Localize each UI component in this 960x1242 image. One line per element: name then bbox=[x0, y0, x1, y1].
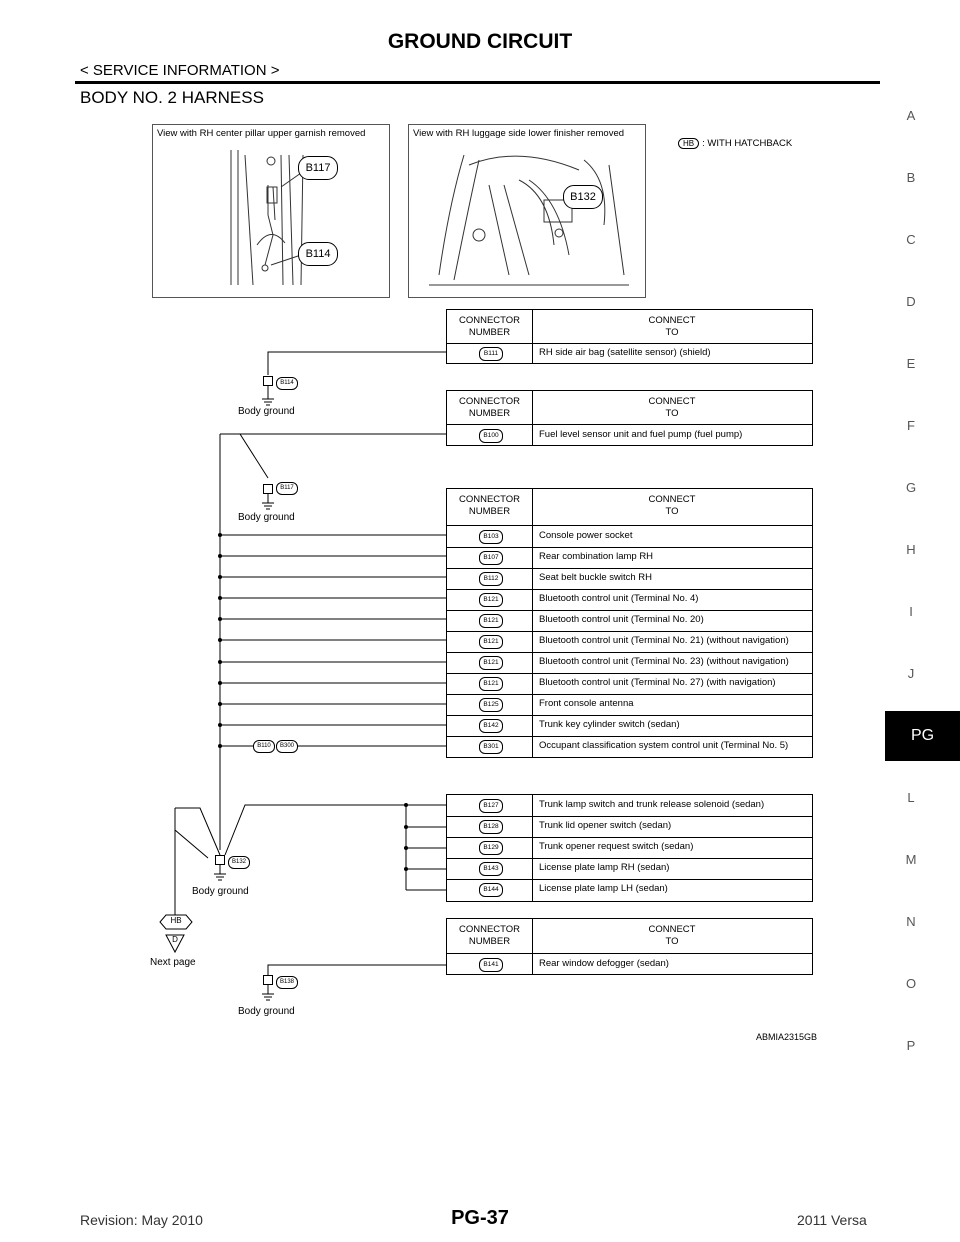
connect-to: RH side air bag (satellite sensor) (shield) bbox=[539, 347, 711, 358]
connect-to: Trunk opener request switch (sedan) bbox=[539, 841, 694, 852]
connect-to: Seat belt buckle switch RH bbox=[539, 572, 652, 583]
index-letter-l[interactable]: L bbox=[907, 790, 915, 805]
next-page-label[interactable]: Next page bbox=[150, 957, 196, 968]
ground-square bbox=[215, 855, 225, 865]
table-row bbox=[447, 795, 812, 817]
table-row bbox=[447, 736, 812, 757]
table-row bbox=[447, 425, 812, 446]
footer-revision: Revision: May 2010 bbox=[80, 1212, 203, 1228]
index-letter-m[interactable]: M bbox=[905, 852, 917, 867]
connect-to: Rear window defogger (sedan) bbox=[539, 958, 669, 969]
table-header: CONNECTOR NUMBER CONNECT TO bbox=[447, 489, 812, 526]
table-header: CONNECTOR NUMBER CONNECT TO bbox=[447, 391, 812, 425]
callout-b114: B114 bbox=[298, 242, 338, 266]
table-header: CONNECTOR NUMBER CONNECT TO bbox=[447, 919, 812, 954]
table-row bbox=[447, 858, 812, 880]
footer-model: 2011 Versa bbox=[797, 1212, 867, 1228]
connector-badge: B103 bbox=[479, 530, 503, 544]
index-letter-h[interactable]: H bbox=[906, 542, 916, 557]
connect-to: Fuel level sensor unit and fuel pump (fuel pump) bbox=[539, 429, 743, 440]
connect-to: Bluetooth control unit (Terminal No. 4) bbox=[539, 593, 699, 604]
index-letter-j[interactable]: J bbox=[907, 666, 915, 681]
table-row bbox=[447, 673, 812, 695]
connector-table-4 bbox=[446, 794, 813, 902]
table-row bbox=[447, 694, 812, 716]
table-row bbox=[447, 568, 812, 590]
table-row bbox=[447, 715, 812, 737]
ground-square bbox=[263, 376, 273, 386]
connect-to: Trunk key cylinder switch (sedan) bbox=[539, 719, 680, 730]
ground-connector-b114: B114 bbox=[276, 377, 298, 390]
table-row bbox=[447, 547, 812, 569]
connect-to: Bluetooth control unit (Terminal No. 27) (with navigation) bbox=[539, 677, 776, 688]
body-ground-label: Body ground bbox=[238, 512, 295, 523]
connector-badge: B129 bbox=[479, 841, 503, 855]
connector-badge: B121 bbox=[479, 593, 503, 607]
connector-badge: B111 bbox=[479, 347, 503, 361]
connector-badge: B125 bbox=[479, 698, 503, 712]
table-header: CONNECTOR NUMBER CONNECT TO bbox=[447, 310, 812, 344]
figure-id: ABMIA2315GB bbox=[756, 1032, 818, 1042]
connector-badge: B127 bbox=[479, 799, 503, 813]
connector-table-1 bbox=[446, 309, 813, 364]
index-letter-i[interactable]: I bbox=[909, 604, 913, 619]
table-row bbox=[447, 589, 812, 611]
ground-connector-b132: B132 bbox=[228, 856, 250, 869]
index-letter-c[interactable]: C bbox=[906, 232, 916, 247]
connect-to: Trunk lid opener switch (sedan) bbox=[539, 820, 672, 831]
table-row bbox=[447, 879, 812, 900]
table-row bbox=[447, 652, 812, 674]
connect-to: License plate lamp LH (sedan) bbox=[539, 883, 668, 894]
section-title: BODY NO. 2 HARNESS bbox=[80, 88, 264, 107]
ground-square bbox=[263, 975, 273, 985]
connector-badge: B141 bbox=[479, 958, 503, 972]
connector-badge: B301 bbox=[479, 740, 503, 754]
callout-b117: B117 bbox=[298, 156, 338, 180]
table-row bbox=[447, 610, 812, 632]
table-row bbox=[447, 526, 812, 548]
connector-badge: B121 bbox=[479, 614, 503, 628]
connector-table-5 bbox=[446, 918, 813, 975]
index-letter-b[interactable]: B bbox=[906, 170, 916, 185]
index-letter-p[interactable]: P bbox=[906, 1038, 916, 1053]
index-tab-pg[interactable]: PG bbox=[885, 711, 960, 761]
connector-badge: B143 bbox=[479, 862, 503, 876]
connector-table-2 bbox=[446, 390, 813, 446]
connector-badge: B107 bbox=[479, 551, 503, 565]
connect-to: Bluetooth control unit (Terminal No. 20) bbox=[539, 614, 704, 625]
legend-text: : WITH HATCHBACK bbox=[702, 138, 793, 149]
table-row bbox=[447, 816, 812, 838]
connect-to: Front console antenna bbox=[539, 698, 634, 709]
inline-connector-b110: B110 bbox=[253, 740, 275, 753]
connect-to: Console power socket bbox=[539, 530, 633, 541]
page-number: PG-37 bbox=[451, 1207, 509, 1229]
connector-badge: B128 bbox=[479, 820, 503, 834]
body-ground-label: Body ground bbox=[238, 1006, 295, 1017]
table-row bbox=[447, 631, 812, 653]
table-row bbox=[447, 837, 812, 859]
index-letter-o[interactable]: O bbox=[905, 976, 917, 991]
connector-badge: B144 bbox=[479, 883, 503, 897]
photo-caption: View with RH luggage side lower finisher removed bbox=[413, 128, 625, 139]
ground-square bbox=[263, 484, 273, 494]
table-row bbox=[447, 343, 812, 364]
connector-badge: B121 bbox=[479, 635, 503, 649]
inline-connector-b300: B300 bbox=[276, 740, 298, 753]
index-letter-a[interactable]: A bbox=[906, 108, 916, 123]
ground-connector-b138: B138 bbox=[276, 976, 298, 989]
connector-table-3 bbox=[446, 488, 813, 758]
connector-badge: B142 bbox=[479, 719, 503, 733]
index-letter-n[interactable]: N bbox=[906, 914, 916, 929]
index-letter-e[interactable]: E bbox=[906, 356, 916, 371]
index-letter-d[interactable]: D bbox=[906, 294, 916, 309]
connect-to: Trunk lamp switch and trunk release solenoid (sedan) bbox=[539, 799, 765, 810]
connect-to: Bluetooth control unit (Terminal No. 23) (without navigation) bbox=[539, 656, 789, 667]
next-page-letter: D bbox=[172, 935, 178, 944]
page-title: GROUND CIRCUIT bbox=[387, 30, 573, 53]
connect-to: Rear combination lamp RH bbox=[539, 551, 654, 562]
index-letter-f[interactable]: F bbox=[907, 418, 915, 433]
connector-badge: B121 bbox=[479, 656, 503, 670]
connector-badge: B121 bbox=[479, 677, 503, 691]
connector-badge: B100 bbox=[479, 429, 503, 443]
header-col2: CONNECT bbox=[648, 315, 696, 326]
body-ground-label: Body ground bbox=[192, 886, 249, 897]
photo-caption: View with RH center pillar upper garnish removed bbox=[157, 128, 366, 139]
index-letter-g[interactable]: G bbox=[905, 480, 917, 495]
ground-connector-b117: B117 bbox=[276, 482, 298, 495]
next-page-hb: HB bbox=[170, 916, 182, 925]
header-col1: CONNECTOR bbox=[458, 315, 521, 326]
table-row bbox=[447, 954, 812, 975]
connect-to: Occupant classification system control unit (Terminal No. 5) bbox=[539, 740, 789, 751]
breadcrumb[interactable]: < SERVICE INFORMATION > bbox=[80, 62, 280, 79]
hb-badge: HB bbox=[678, 138, 699, 149]
callout-b132: B132 bbox=[563, 185, 603, 209]
connect-to: License plate lamp RH (sedan) bbox=[539, 862, 670, 873]
body-ground-label: Body ground bbox=[238, 406, 295, 417]
connector-badge: B112 bbox=[479, 572, 503, 586]
connect-to: Bluetooth control unit (Terminal No. 21) (without navigation) bbox=[539, 635, 789, 646]
